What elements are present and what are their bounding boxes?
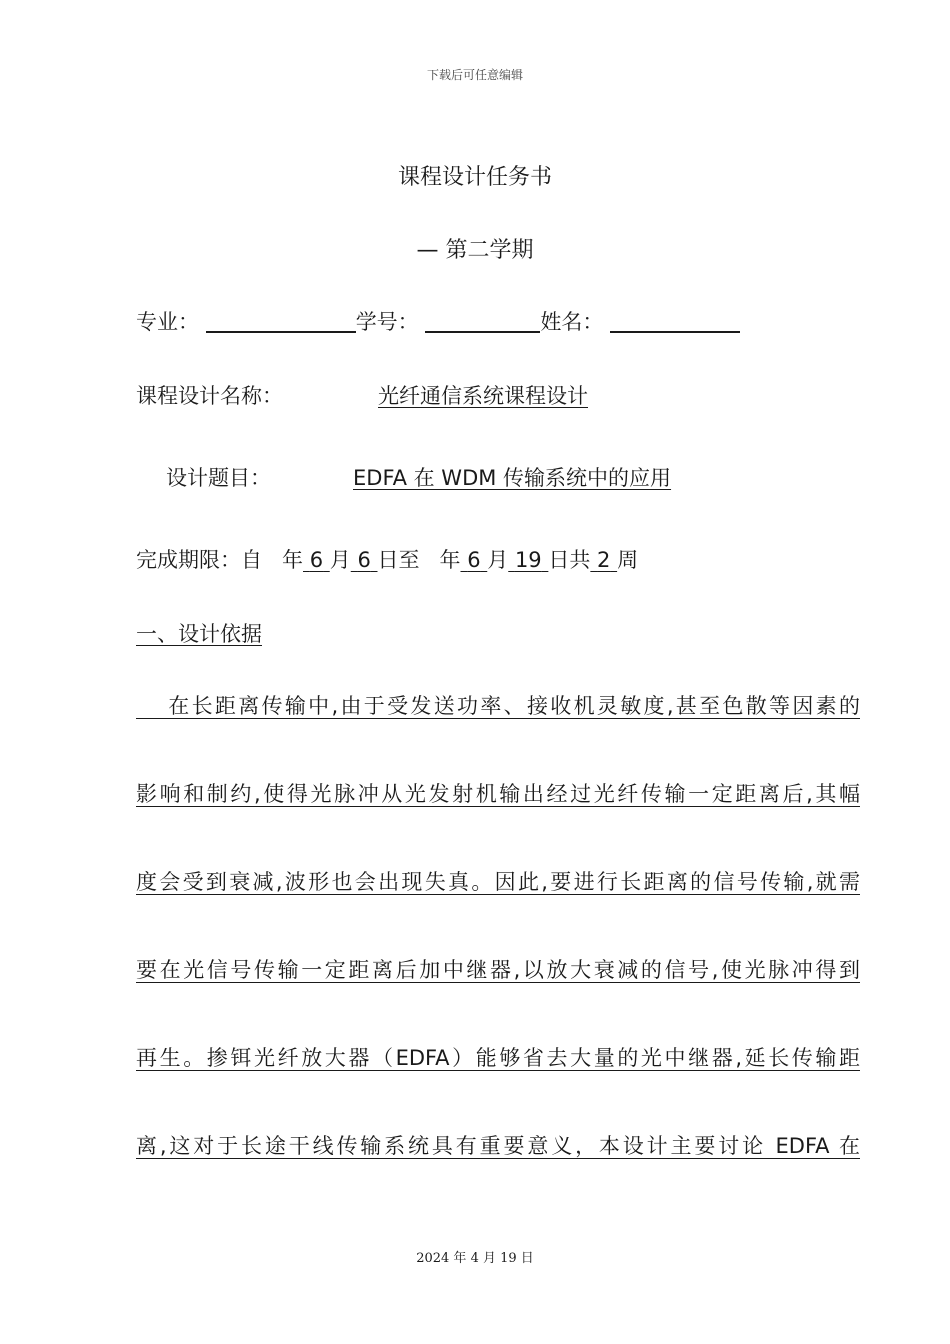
month2-value: 6	[467, 548, 481, 572]
day2-unit: 日共	[548, 548, 591, 572]
week-unit: 周	[617, 548, 639, 572]
course-name-line	[136, 380, 588, 410]
month1-unit: 月	[329, 548, 351, 572]
deadline-prefix: 完成期限：自	[136, 548, 262, 572]
deadline-line	[136, 544, 638, 574]
document-title: 课程设计任务书	[397, 165, 552, 190]
topic-line	[166, 462, 671, 492]
year1-unit: 年	[282, 548, 303, 572]
section1-heading-line	[136, 618, 654, 648]
body-line-2: 影响和制约,使得光脉冲从光发射机输出经过光纤传输一定距离后,其幅	[136, 782, 860, 806]
body-line-3: 度会受到衰减,波形也会出现失真。因此,要进行长距离的信号传输,就需	[136, 870, 860, 894]
weeks-value: 2	[597, 548, 611, 572]
body-line-1: 在长距离传输中,由于受发送功率、接收机灵敏度,甚至色散等因素的	[136, 694, 860, 718]
topic-label: 设计题目：	[166, 466, 271, 490]
day1-value: 6	[357, 548, 371, 572]
year2-unit: 年	[439, 548, 461, 572]
body-line-6: 离,这对于长途干线传输系统具有重要意义，本设计主要讨论 EDFA 在	[136, 1134, 860, 1158]
day1-unit: 日至	[377, 548, 420, 572]
month1-value: 6	[309, 548, 324, 572]
body-line-4: 要在光信号传输一定距离后加中继器,以放大衰减的信号,使光脉冲得到	[136, 958, 860, 982]
footer-date: 2024 年 4 月 19 日	[416, 1251, 534, 1266]
name-label: 姓名：	[540, 310, 604, 334]
month2-unit: 月	[487, 548, 509, 572]
student-info-line	[136, 306, 740, 336]
major-label: 专业：	[136, 310, 199, 334]
body-line-5: 再生。掺铒光纤放大器（EDFA）能够省去大量的光中继器,延长传输距	[136, 1046, 860, 1070]
topic-value: EDFA 在 WDM 传输系统中的应用	[353, 466, 672, 490]
section1-heading: 一、设计依据	[136, 622, 262, 646]
course-name-label: 课程设计名称：	[136, 384, 283, 408]
major-field[interactable]	[206, 309, 356, 333]
day2-value: 19	[514, 548, 542, 572]
name-field[interactable]	[610, 309, 740, 333]
semester-line: — 第二学期	[416, 238, 534, 263]
student-id-field[interactable]	[425, 309, 540, 333]
course-name-value: 光纤通信系统课程设计	[378, 384, 588, 408]
student-id-label: 学号：	[355, 310, 419, 334]
header-note: 下载后可任意编辑	[426, 68, 523, 82]
